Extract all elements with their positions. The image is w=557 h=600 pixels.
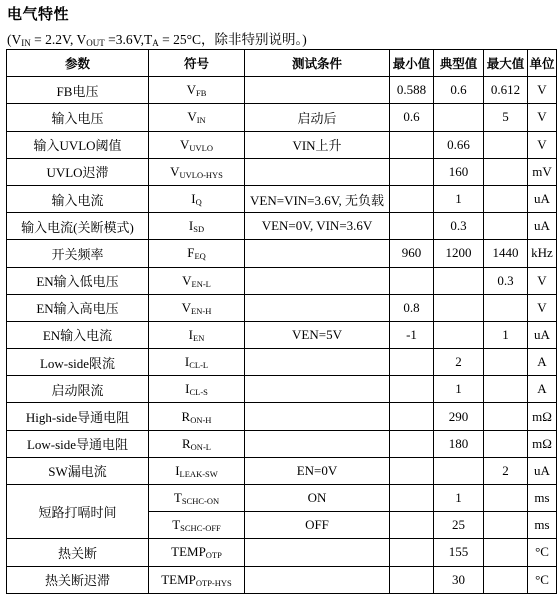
param-cell: 热关断迟滞 [7, 566, 149, 593]
param-cell: 开关频率 [7, 240, 149, 267]
symbol-cell [149, 566, 245, 593]
symbol-subscript: OTP [205, 550, 222, 561]
unit-cell: uA [528, 213, 557, 240]
max-cell: 5 [484, 104, 528, 131]
symbol-base: V [180, 136, 190, 152]
symbol-subscript: OTP-HYS [195, 577, 232, 588]
max-cell [484, 185, 528, 212]
symbol-base: I [191, 191, 196, 207]
condition-cell: ON [245, 485, 390, 512]
min-cell: 0.588 [390, 77, 434, 104]
unit-cell: V [528, 131, 557, 158]
typ-cell: 180 [434, 430, 484, 457]
table-row [7, 376, 557, 403]
symbol-base: TEMP [171, 544, 206, 560]
param-cell: EN输入低电压 [7, 267, 149, 294]
max-cell [484, 566, 528, 593]
min-cell [390, 376, 434, 403]
ta-subscript: A [152, 38, 159, 48]
param-cell: 输入电流(关断模式) [7, 213, 149, 240]
symbol-subscript: EN-H [191, 305, 212, 316]
symbol-cell [149, 294, 245, 321]
param-cell: Low-side限流 [7, 349, 149, 376]
min-cell: 960 [390, 240, 434, 267]
unit-cell: V [528, 294, 557, 321]
condition-cell: VIN上升 [245, 131, 390, 158]
symbol-cell [149, 158, 245, 185]
symbol-base: T [173, 490, 182, 506]
max-cell [484, 349, 528, 376]
table-row [7, 430, 557, 457]
table-row [7, 403, 557, 430]
symbol-subscript: LEAK-SW [179, 468, 218, 479]
min-cell [390, 403, 434, 430]
table-row [7, 539, 557, 566]
table-row [7, 267, 557, 294]
symbol-base: V [181, 299, 192, 315]
min-cell [390, 566, 434, 593]
table-row [7, 185, 557, 212]
min-cell [390, 131, 434, 158]
max-cell: 0.3 [484, 267, 528, 294]
symbol-cell [149, 321, 245, 348]
symbol-subscript: UVLO-HYS [179, 169, 223, 180]
unit-cell: uA [528, 457, 557, 484]
condition-cell [245, 376, 390, 403]
cond-vout-value: =3.6V,T [104, 32, 153, 47]
max-cell [484, 376, 528, 403]
symbol-cell [149, 104, 245, 131]
symbol-subscript: CL-L [189, 360, 209, 371]
typ-cell: 2 [434, 349, 484, 376]
table-row [7, 77, 557, 104]
condition-cell [245, 294, 390, 321]
table-row [7, 104, 557, 131]
symbol-base: R [182, 435, 191, 451]
param-cell: 热关断 [7, 539, 149, 566]
symbol-subscript: IN [196, 115, 206, 126]
min-cell [390, 213, 434, 240]
typ-cell [434, 321, 484, 348]
vin-subscript: IN [21, 38, 31, 48]
header-symbol: 符号 [149, 50, 245, 77]
symbol-cell [149, 131, 245, 158]
condition-cell: VEN=0V, VIN=3.6V [245, 213, 390, 240]
symbol-cell [149, 457, 245, 484]
symbol-subscript: UVLO [189, 142, 213, 153]
min-cell [390, 430, 434, 457]
cond-vin-value: = 2.2V, V [30, 32, 87, 47]
condition-cell: EN=0V [245, 457, 390, 484]
symbol-cell [149, 485, 245, 512]
max-cell [484, 539, 528, 566]
unit-cell: ms [528, 485, 557, 512]
symbol-base: V [170, 163, 180, 179]
symbol-base: R [181, 408, 191, 424]
typ-cell: 1 [434, 485, 484, 512]
header-param: 参数 [7, 50, 149, 77]
condition-cell: 启动后 [245, 104, 390, 131]
typ-cell [434, 267, 484, 294]
symbol-subscript: ON-H [190, 414, 212, 425]
symbol-base: V [182, 272, 192, 288]
min-cell [390, 457, 434, 484]
symbol-subscript: FB [195, 88, 207, 99]
symbol-subscript: SCHC-ON [181, 496, 220, 507]
unit-cell: V [528, 104, 557, 131]
condition-cell [245, 566, 390, 593]
header-condition: 测试条件 [245, 50, 390, 77]
max-cell [484, 512, 528, 539]
condition-cell [245, 77, 390, 104]
symbol-cell [149, 240, 245, 267]
param-cell: 短路打嗝时间 [7, 485, 149, 539]
unit-cell: V [528, 77, 557, 104]
symbol-subscript: SD [193, 224, 205, 235]
unit-cell: A [528, 349, 557, 376]
param-cell: UVLO迟滞 [7, 158, 149, 185]
typ-cell: 1200 [434, 240, 484, 267]
symbol-base: I [184, 354, 190, 370]
param-cell: SW漏电流 [7, 457, 149, 484]
typ-cell: 1 [434, 185, 484, 212]
section-title: 电气特性 [7, 5, 70, 23]
min-cell [390, 158, 434, 185]
max-cell: 1 [484, 321, 528, 348]
table-row [7, 294, 557, 321]
typ-cell: 0.6 [434, 77, 484, 104]
table-row [7, 485, 557, 512]
symbol-subscript: CL-S [189, 387, 208, 398]
max-cell [484, 158, 528, 185]
typ-cell: 1 [434, 376, 484, 403]
typ-cell [434, 104, 484, 131]
max-cell [484, 403, 528, 430]
typ-cell: 0.3 [434, 213, 484, 240]
min-cell [390, 349, 434, 376]
condition-cell [245, 430, 390, 457]
typ-cell: 155 [434, 539, 484, 566]
param-cell: 输入UVLO阈值 [7, 131, 149, 158]
table-row [7, 457, 557, 484]
typ-cell [434, 294, 484, 321]
min-cell: -1 [390, 321, 434, 348]
unit-cell: A [528, 376, 557, 403]
condition-cell [245, 349, 390, 376]
table-row [7, 349, 557, 376]
param-cell: FB电压 [7, 77, 149, 104]
unit-cell: mΩ [528, 403, 557, 430]
symbol-cell [149, 185, 245, 212]
symbol-cell [149, 349, 245, 376]
unit-cell: mΩ [528, 430, 557, 457]
condition-cell [245, 539, 390, 566]
table-row [7, 240, 557, 267]
max-cell [484, 294, 528, 321]
symbol-cell [149, 403, 245, 430]
symbol-base: TEMP [161, 571, 196, 587]
min-cell [390, 267, 434, 294]
condition-cell [245, 240, 390, 267]
condition-cell: OFF [245, 512, 390, 539]
symbol-cell [149, 539, 245, 566]
table-row [7, 131, 557, 158]
cond-ta-value: = 25°C，除非特别说明。) [158, 32, 307, 47]
symbol-base: V [187, 109, 197, 125]
symbol-base: I [188, 218, 194, 234]
typ-cell: 290 [434, 403, 484, 430]
param-cell: EN输入高电压 [7, 294, 149, 321]
param-cell: High-side导通电阻 [7, 403, 149, 430]
header-row [7, 50, 557, 77]
param-cell: EN输入电流 [7, 321, 149, 348]
min-cell: 0.8 [390, 294, 434, 321]
symbol-subscript: SCHC-OFF [180, 523, 221, 534]
symbol-base: T [172, 517, 181, 533]
symbol-base: V [186, 82, 196, 98]
condition-cell [245, 403, 390, 430]
min-cell [390, 539, 434, 566]
symbol-subscript: EN [193, 332, 205, 343]
condition-cell: VEN=VIN=3.6V, 无负载 [245, 185, 390, 212]
symbol-base: I [185, 381, 190, 397]
param-cell: 输入电压 [7, 104, 149, 131]
unit-cell: °C [528, 539, 557, 566]
table-row [7, 321, 557, 348]
unit-cell: uA [528, 321, 557, 348]
header-max: 最大值 [484, 50, 528, 77]
unit-cell: uA [528, 185, 557, 212]
symbol-subscript: EN-L [191, 278, 211, 289]
max-cell [484, 213, 528, 240]
table-row [7, 566, 557, 593]
unit-cell: V [528, 267, 557, 294]
vout-subscript: OUT [86, 38, 105, 48]
symbol-subscript: EQ [194, 251, 206, 262]
typ-cell [434, 457, 484, 484]
param-cell: 启动限流 [7, 376, 149, 403]
max-cell: 1440 [484, 240, 528, 267]
table-row [7, 213, 557, 240]
min-cell: 0.6 [390, 104, 434, 131]
typ-cell: 25 [434, 512, 484, 539]
condition-cell [245, 267, 390, 294]
param-cell: 输入电流 [7, 185, 149, 212]
symbol-cell [149, 512, 245, 539]
electrical-characteristics-table [6, 49, 557, 594]
unit-cell: mV [528, 158, 557, 185]
min-cell [390, 512, 434, 539]
header-min: 最小值 [390, 50, 434, 77]
max-cell [484, 131, 528, 158]
condition-cell: VEN=5V [245, 321, 390, 348]
symbol-cell [149, 77, 245, 104]
symbol-base: I [175, 462, 180, 478]
symbol-base: I [188, 326, 193, 342]
symbol-cell [149, 430, 245, 457]
max-cell [484, 485, 528, 512]
min-cell [390, 485, 434, 512]
max-cell: 2 [484, 457, 528, 484]
unit-cell: kHz [528, 240, 557, 267]
symbol-cell [149, 213, 245, 240]
symbol-cell [149, 267, 245, 294]
symbol-subscript: Q [195, 197, 202, 208]
header-unit: 单位 [528, 50, 557, 77]
symbol-base: F [187, 245, 195, 261]
header-typ: 典型值 [434, 50, 484, 77]
cond-open: (V [7, 32, 22, 47]
symbol-cell [149, 376, 245, 403]
max-cell: 0.612 [484, 77, 528, 104]
typ-cell: 160 [434, 158, 484, 185]
param-cell: Low-side导通电阻 [7, 430, 149, 457]
symbol-subscript: ON-L [190, 441, 211, 452]
unit-cell: °C [528, 566, 557, 593]
typ-cell: 0.66 [434, 131, 484, 158]
unit-cell: ms [528, 512, 557, 539]
condition-cell [245, 158, 390, 185]
typ-cell: 30 [434, 566, 484, 593]
min-cell [390, 185, 434, 212]
test-conditions [7, 28, 307, 48]
max-cell [484, 430, 528, 457]
table-body [7, 77, 557, 594]
table-row [7, 158, 557, 185]
